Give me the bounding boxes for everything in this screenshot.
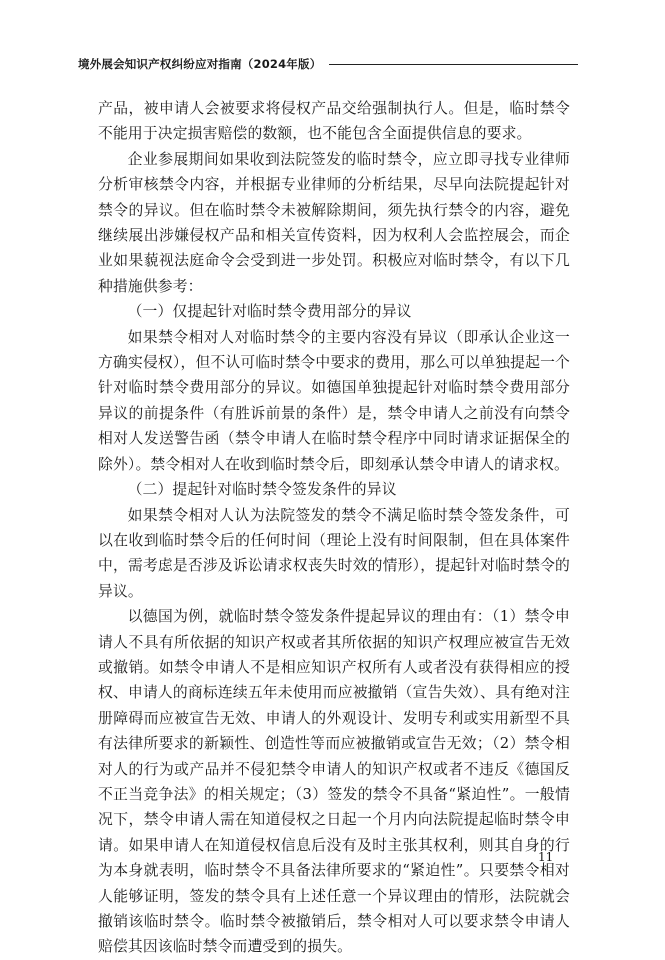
page-number: 11 (538, 850, 554, 864)
running-header (78, 55, 578, 73)
paragraph: 企业参展期间如果收到法院签发的临时禁令，应立即寻找专业律师分析审核禁令内容，并根据专业律师的分析结果，尽早向法院提起针对禁令的异议。但在临时禁令未被解除期间，须先执行禁令的内容，避免继续展出涉嫌侵权产品和相关宣传资料，因为权利人会监控展会，而企业如果藐视法庭命令会受到进一步处罚。积极应对临时禁令，有以下几种措施供参考： (98, 150, 570, 295)
paragraph: 如果禁令相对人对临时禁令的主要内容没有异议（即承认企业这一方确实侵权），但不认可临时禁令中要求的费用，那么可以单独提起一个针对临时禁令费用部分的异议。如德国单独提起针对临时禁令费用部分异议的前提条件（有胜诉前景的条件）是，禁令申请人之前没有向禁令相对人发送警告函（禁令申请人在临时禁令程序中同时请求证据保全的除外）。禁令相对人在收到临时禁令后，即刻承认禁令申请人的请求权。 (98, 328, 570, 473)
header-title: 境外展会知识产权纠纷应对指南（2024年版） (78, 57, 322, 71)
section-heading: （二）提起针对临时禁令签发条件的异议 (127, 481, 397, 499)
paragraph: 以德国为例，就临时禁令签发条件提起异议的理由有：（1）禁令申请人不具有所依据的知识产权或者其所依据的知识产权理应被宣告无效或撤销。如禁令申请人不是相应知识产权所有人或者没有获得相应的授权、申请人的商标连续五年未使用而应被撤销（宣告失效）、具有绝对注册障碍而应被宣告无效、申请人的外观设计、发明专利或实用新型不具有法律所要求的新颖性、创造性等而应被撤销或宣告无效；（2）禁令相对人的行为或产品并不侵犯禁令申请人的知识产权或者不违反《德国反不正当竞争法》的相关规定；（3）签发的禁令不具备“紧迫性”。一般情况下，禁令申请人需在知道侵权之日起一个月内向法院提起临时禁令申请。如果申请人在知道侵权信息后没有及时主张其权利，则其自身的行为本身就表明，临时禁令不具备法律所要求的“紧迫性”。只要禁令相对人能够证明，签发的禁令具有上述任意一个异议理由的情形，法院就会撤销该临时禁令。临时禁令被撤销后，禁令相对人可以要求禁令申请人赔偿其因该临时禁令而遭受到的损失。 (98, 608, 570, 956)
body-text (98, 96, 570, 960)
section-heading: （一）仅提起针对临时禁令费用部分的异议 (127, 303, 412, 321)
header-rule (329, 64, 578, 65)
paragraph-continuation: 产品，被申请人会被要求将侵权产品交给强制执行人。但是，临时禁令不能用于决定损害赔偿的数额，也不能包含全面提供信息的要求。 (98, 100, 570, 143)
paragraph: 如果禁令相对人认为法院签发的禁令不满足临时禁令签发条件，可以在收到临时禁令后的任何时间（理论上没有时间限制，但在具体案件中，需考虑是否涉及诉讼请求权丧失时效的情形），提起针对临时禁令的异议。 (98, 506, 570, 600)
